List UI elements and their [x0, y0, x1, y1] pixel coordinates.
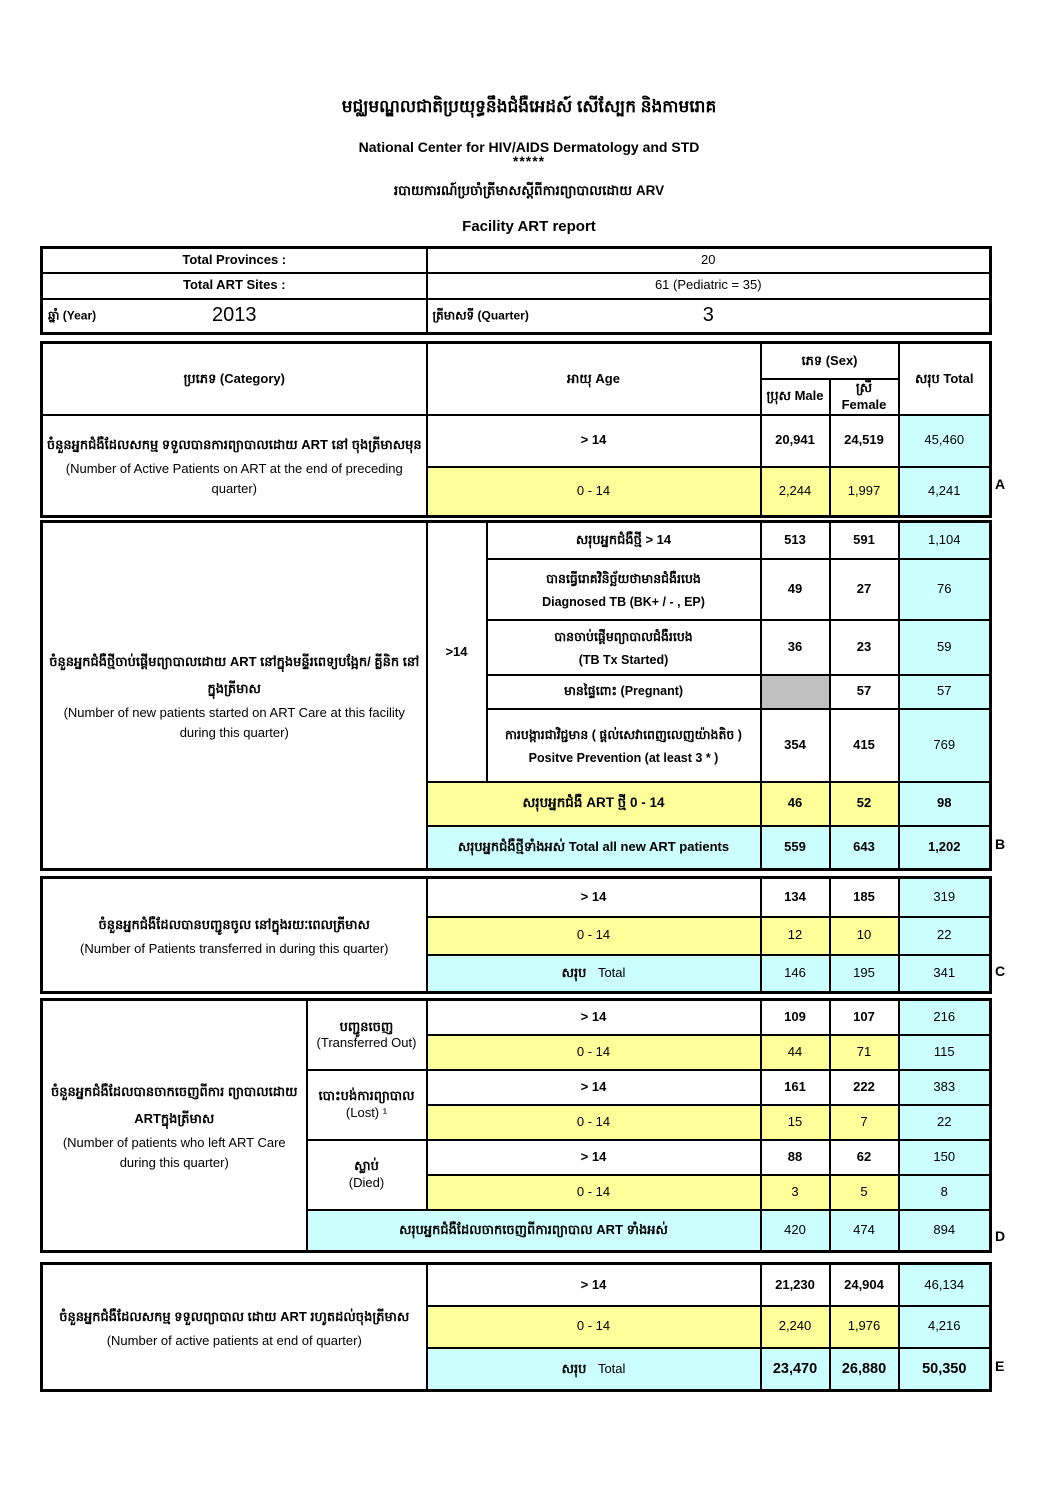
e-row2-female: 1,976: [830, 1306, 899, 1348]
d-sub1-row2-female: 71: [830, 1035, 899, 1070]
d-sub2-label-khmer: បោះបង់ការព្យាបាល: [318, 1088, 415, 1104]
d-sub2-row2-total: 22: [899, 1105, 991, 1140]
e-total-male: 23,470: [761, 1348, 830, 1391]
report-info-table: [40, 246, 992, 335]
b-total-all-label-english: Total all new ART patients: [568, 839, 730, 855]
d-sub1-row1-female: 107: [830, 1000, 899, 1035]
year-value: 2013: [212, 304, 257, 327]
col-header-category: ប្រភេទ (Category): [42, 343, 427, 415]
section-e-table: [40, 1262, 992, 1392]
section-d-label-khmer: ចំនួនអ្នកជំងឺដែលបានចាកចេញពីការ ព្យាបាលដោយ ARTក្នុងត្រីមាស: [50, 1084, 298, 1127]
e-row2-age: 0 - 14: [427, 1306, 761, 1348]
section-b-label-english: (Number of new patients started on ART Care at this facility during this quarter): [63, 704, 405, 740]
section-b-marker: B: [995, 836, 1006, 852]
d-total-female: 474: [830, 1210, 899, 1252]
a-row1-female: 24,519: [830, 415, 899, 467]
b-new-0-14-label: សរុបអ្នកជំងឺ ART ថ្មី 0 - 14: [427, 782, 761, 826]
section-e-category-label: [42, 1264, 427, 1391]
d-sub2-row2-age: 0 - 14: [427, 1105, 761, 1140]
b-total-all-total: 1,202: [899, 826, 991, 870]
d-sub1-label: [307, 1000, 427, 1070]
col-header-total: សរុប Total: [899, 343, 991, 415]
d-sub2-label-english: (Lost) ¹: [345, 1104, 388, 1120]
a-row2-male: 2,244: [761, 467, 830, 517]
section-c-label-english: (Number of Patients transferred in during this quarter): [79, 940, 389, 956]
d-sub1-row1-male: 109: [761, 1000, 830, 1035]
b-row3-total: 59: [899, 620, 991, 675]
c-total-label: [427, 955, 761, 993]
b-row2-label-english: Diagnosed TB (BK+ / - , EP): [542, 594, 705, 609]
d-sub2-label: [307, 1070, 427, 1140]
b-row1-male: 513: [761, 522, 830, 559]
d-sub3-label: [307, 1140, 427, 1210]
d-sub1-row2-male: 44: [761, 1035, 830, 1070]
e-total-total: 50,350: [899, 1348, 991, 1391]
b-row3-label: [487, 620, 761, 675]
d-sub1-row1-total: 216: [899, 1000, 991, 1035]
section-e-marker: E: [995, 1358, 1005, 1374]
b-row4-total: 57: [899, 675, 991, 709]
d-sub2-row1-age: > 14: [427, 1070, 761, 1105]
section-e-label-english: (Number of active patients at end of quarter): [106, 1332, 362, 1348]
e-row1-total: 46,134: [899, 1264, 991, 1306]
e-row1-male: 21,230: [761, 1264, 830, 1306]
c-total-female: 195: [830, 955, 899, 993]
e-total-label: [427, 1348, 761, 1391]
e-row2-male: 2,240: [761, 1306, 830, 1348]
b-total-all-male: 559: [761, 826, 830, 870]
section-a-table: [40, 341, 992, 518]
a-row1-total: 45,460: [899, 415, 991, 467]
b-row2-male: 49: [761, 559, 830, 620]
e-row1-female: 24,904: [830, 1264, 899, 1306]
section-b-category-label: [42, 522, 427, 870]
b-row3-label-english: (TB Tx Started): [578, 652, 669, 667]
d-sub3-row1-age: > 14: [427, 1140, 761, 1175]
section-d-table: [40, 998, 992, 1253]
b-row5-male: 354: [761, 709, 830, 782]
d-sub1-label-khmer: បញ្ជូនចេញ: [339, 1018, 394, 1034]
b-row4-label: មានផ្ទៃពោះ (Pregnant): [487, 675, 761, 709]
quarter-label: ត្រីមាសទី (Quarter): [432, 308, 529, 323]
d-total-total: 894: [899, 1210, 991, 1252]
b-total-all-label-khmer: សរុបអ្នកជំងឺថ្មីទាំងអស់: [457, 839, 566, 855]
d-sub3-row2-female: 5: [830, 1175, 899, 1210]
a-row2-female: 1,997: [830, 467, 899, 517]
a-row1-male: 20,941: [761, 415, 830, 467]
stars-divider: *****: [512, 153, 546, 169]
d-sub2-row2-female: 7: [830, 1105, 899, 1140]
b-total-all-label: [427, 826, 761, 870]
section-c-table: [40, 876, 992, 994]
d-sub3-row1-female: 62: [830, 1140, 899, 1175]
section-d-category-label: [42, 1000, 307, 1252]
report-title-khmer: របាយការណ៍ប្រចាំត្រីមាសស្ដីពីការព្យាបាលដោយ ARV: [393, 183, 665, 198]
c-total-total: 341: [899, 955, 991, 993]
b-total-all-female: 643: [830, 826, 899, 870]
d-sub3-row2-age: 0 - 14: [427, 1175, 761, 1210]
b-row2-label-khmer: បានធ្វើរោគវិនិច្ឆ័យថាមានជំងឺរបេង: [546, 571, 701, 586]
a-row2-total: 4,241: [899, 467, 991, 517]
total-provinces-value: 20: [427, 248, 991, 273]
d-sub3-row2-male: 3: [761, 1175, 830, 1210]
c-total-label-khmer: សរុប: [561, 965, 587, 981]
d-total-male: 420: [761, 1210, 830, 1252]
section-a-label-khmer: ចំនួនអ្នកជំងឺដែលសកម្ម ទទួលបានការព្យាបាលដោយ ART នៅ ចុងត្រីមាសមុន: [46, 437, 422, 453]
d-total-label: សរុបអ្នកជំងឺដែលចាកចេញពីការព្យាបាល ART ទាំងអស់: [307, 1210, 761, 1252]
b-row2-total: 76: [899, 559, 991, 620]
d-sub3-label-khmer: ស្លាប់: [354, 1158, 379, 1174]
total-provinces-label: Total Provinces :: [42, 248, 427, 273]
section-a-category-label: [42, 415, 427, 517]
section-b-table: [40, 520, 992, 871]
c-row1-age: > 14: [427, 878, 761, 917]
b-row3-label-khmer: បានចាប់ផ្ដើមព្យាបាលជំងឺរបេង: [554, 629, 693, 644]
year-label: ឆ្នាំ (Year): [48, 308, 97, 323]
d-sub2-row1-male: 161: [761, 1070, 830, 1105]
e-row2-total: 4,216: [899, 1306, 991, 1348]
b-row5-female: 415: [830, 709, 899, 782]
org-title-english: National Center for HIV/AIDS Dermatology and STD: [358, 139, 700, 155]
c-row2-total: 22: [899, 917, 991, 955]
org-title-khmer: មជ្ឈមណ្ឌលជាតិប្រយុទ្ធនឹងជំងឺអេដស៍ សើស្បែក និងកាមរោគ: [341, 97, 717, 116]
b-row4-male-disabled-cell: [761, 675, 830, 709]
quarter-value: 3: [702, 304, 714, 327]
b-row5-label-khmer: ការបង្ការជាវិជ្ជមាន ( ផ្ដល់សេវាពេញលេញយ៉ាងតិច ): [505, 727, 742, 742]
a-row2-age: 0 - 14: [427, 467, 761, 517]
b-row3-male: 36: [761, 620, 830, 675]
section-d-marker: D: [995, 1228, 1006, 1244]
d-sub1-row2-age: 0 - 14: [427, 1035, 761, 1070]
b-row5-label: [487, 709, 761, 782]
section-c-marker: C: [995, 963, 1006, 979]
b-row4-female: 57: [830, 675, 899, 709]
section-d-label-english: (Number of patients who left ART Care during this quarter): [62, 1134, 286, 1170]
section-b-label-khmer: ចំនួនអ្នកជំងឺថ្មីចាប់ផ្ដើមព្យាបាលដោយ ART នៅក្នុងមន្ទីរពេទ្យបង្អែក/ គ្លីនិក នៅក្នុងត្រីមាស: [49, 654, 420, 697]
d-sub3-row1-total: 150: [899, 1140, 991, 1175]
c-total-male: 146: [761, 955, 830, 993]
c-row1-male: 134: [761, 878, 830, 917]
c-total-label-english: Total: [597, 965, 626, 981]
d-sub1-row2-total: 115: [899, 1035, 991, 1070]
section-c-category-label: [42, 878, 427, 993]
e-total-female: 26,880: [830, 1348, 899, 1391]
col-header-female: ស្រី Female: [830, 379, 899, 415]
section-c-label-khmer: ចំនួនអ្នកជំងឺដែលបានបញ្ជូនចូល នៅក្នុងរយៈពេលត្រីមាស: [98, 917, 370, 933]
b-row2-female: 27: [830, 559, 899, 620]
c-row1-total: 319: [899, 878, 991, 917]
section-a-label-english: (Number of Active Patients on ART at the end of preceding quarter): [65, 460, 403, 496]
e-total-label-khmer: សរុប: [561, 1360, 587, 1376]
b-row5-label-english: Positve Prevention (at least 3 * ): [528, 750, 719, 765]
b-row5-total: 769: [899, 709, 991, 782]
d-sub2-row1-total: 383: [899, 1070, 991, 1105]
d-sub2-row1-female: 222: [830, 1070, 899, 1105]
d-sub1-row1-age: > 14: [427, 1000, 761, 1035]
e-row1-age: > 14: [427, 1264, 761, 1306]
e-total-label-english: Total: [597, 1360, 626, 1376]
d-sub2-row2-male: 15: [761, 1105, 830, 1140]
col-header-age: អាយុ Age: [427, 343, 761, 415]
b-row1-total: 1,104: [899, 522, 991, 559]
b-new-0-14-female: 52: [830, 782, 899, 826]
d-sub3-row1-male: 88: [761, 1140, 830, 1175]
section-a-marker: A: [995, 476, 1006, 492]
report-title-english: Facility ART report: [462, 218, 596, 235]
total-art-sites-label: Total ART Sites :: [42, 273, 427, 299]
a-row1-age: > 14: [427, 415, 761, 467]
d-sub3-row2-total: 8: [899, 1175, 991, 1210]
b-row3-female: 23: [830, 620, 899, 675]
d-sub1-label-english: (Transferred Out): [316, 1034, 417, 1050]
c-row2-male: 12: [761, 917, 830, 955]
b-row2-label: [487, 559, 761, 620]
c-row2-age: 0 - 14: [427, 917, 761, 955]
total-art-sites-value: 61 (Pediatric = 35): [427, 273, 991, 299]
c-row1-female: 185: [830, 878, 899, 917]
col-header-sex: ភេទ (Sex): [761, 343, 899, 379]
b-row1-label: សរុបអ្នកជំងឺថ្មី > 14: [487, 522, 761, 559]
b-new-0-14-male: 46: [761, 782, 830, 826]
d-sub3-label-english: (Died): [348, 1174, 385, 1190]
b-row1-female: 591: [830, 522, 899, 559]
c-row2-female: 10: [830, 917, 899, 955]
b-age-group: >14: [427, 522, 487, 782]
col-header-male: ប្រុស Male: [761, 379, 830, 415]
section-e-label-khmer: ចំនួនអ្នកជំងឺដែលសកម្ម ទទួលព្យាបាល ដោយ ART រហូតដល់ចុងត្រីមាស: [59, 1309, 410, 1325]
b-new-0-14-total: 98: [899, 782, 991, 826]
